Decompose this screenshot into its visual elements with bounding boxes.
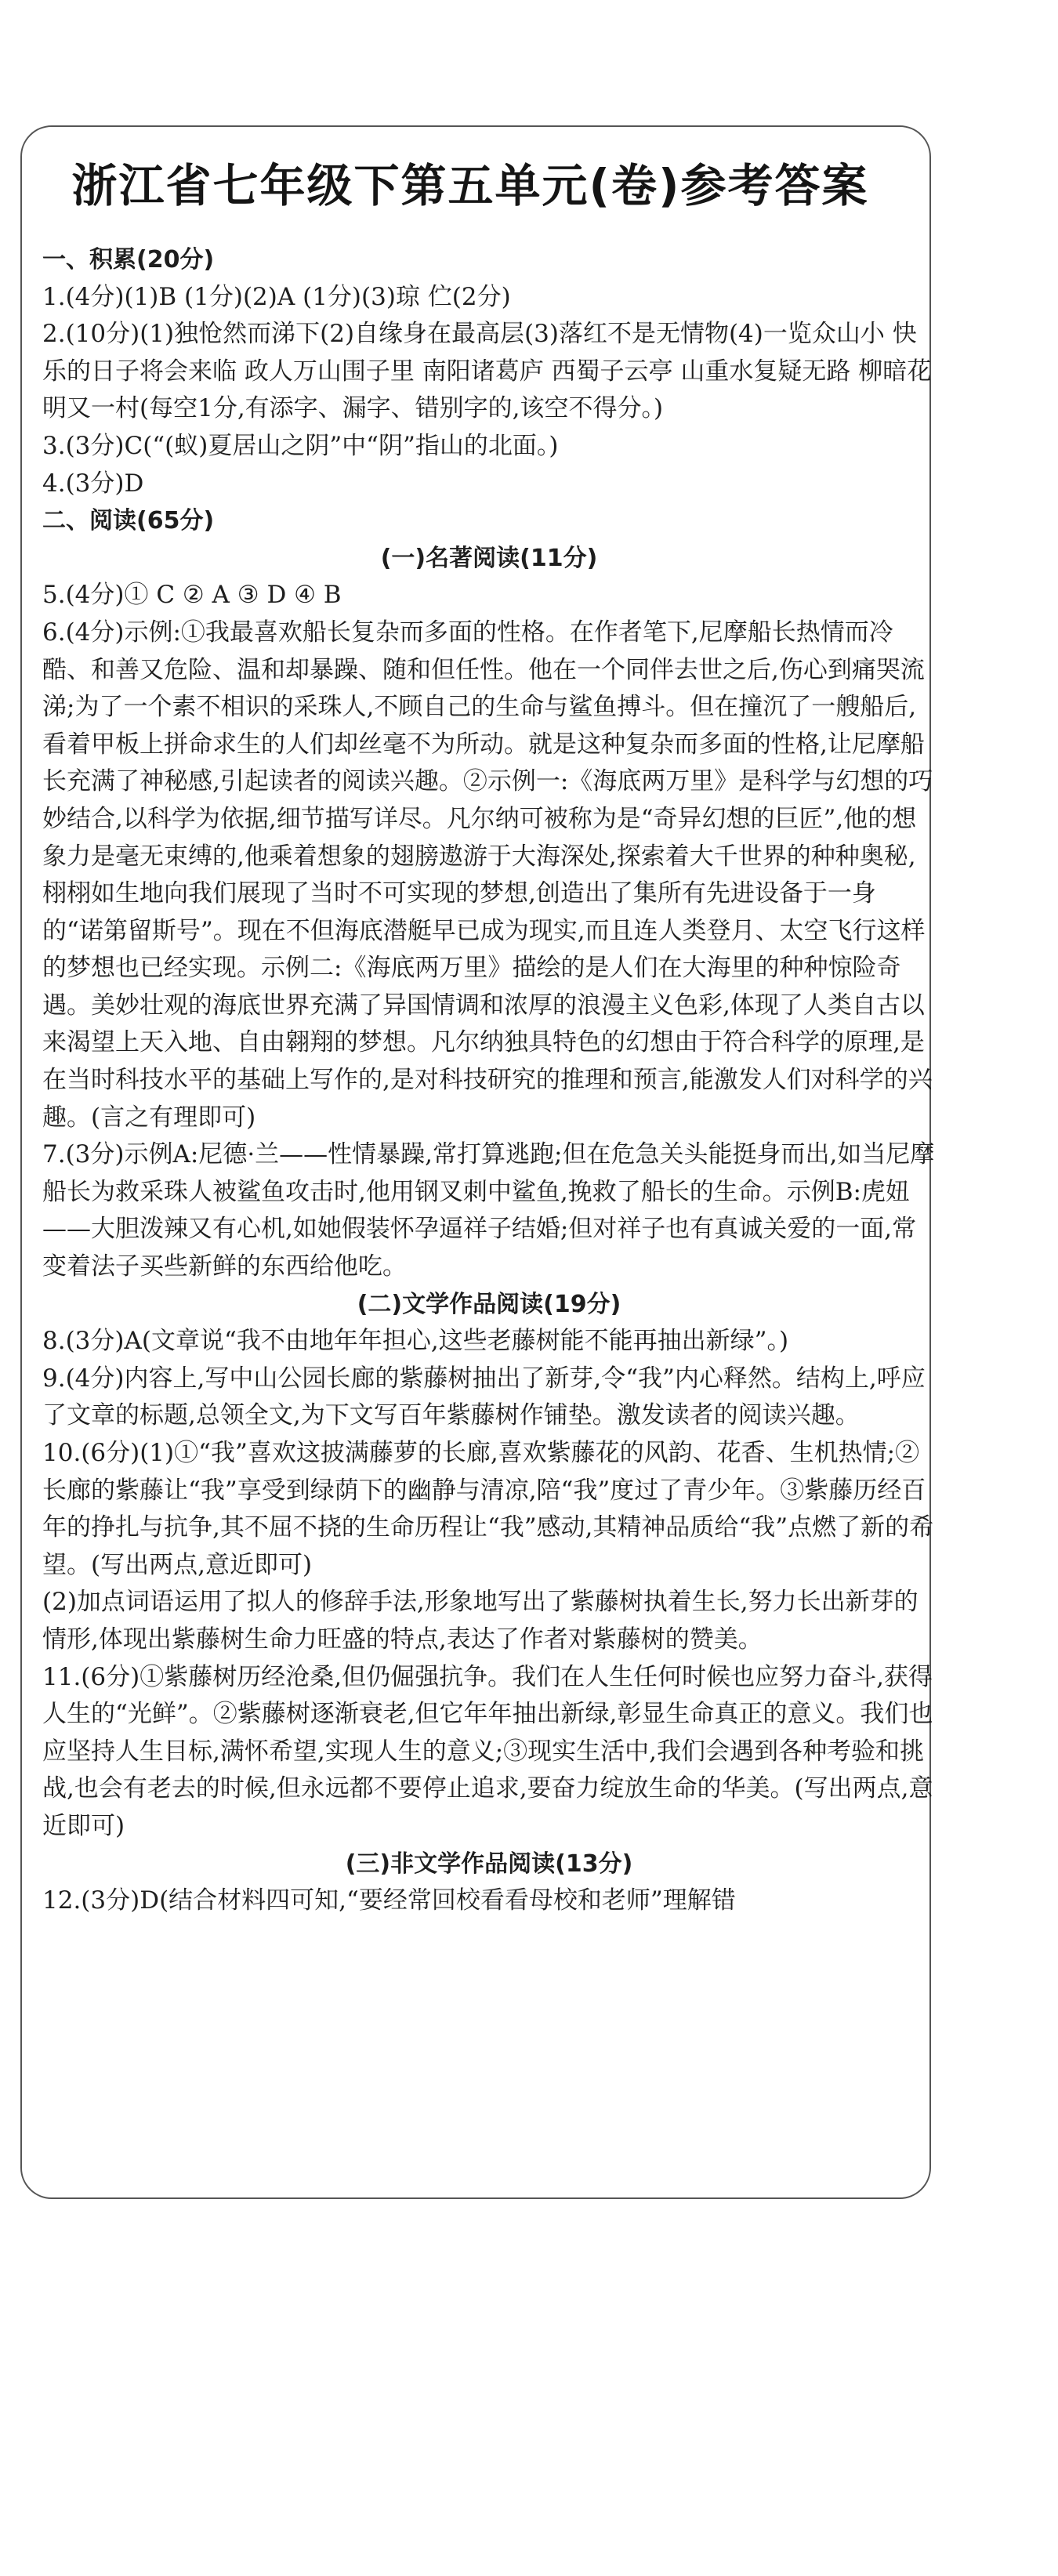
subsection-heading-classics: (一)名著阅读(11分): [380, 544, 598, 572]
answer-q10-part2: (2)加点词语运用了拟人的修辞手法,形象地写出了紫藤树执着生长,努力长出新芽的情形,体现出紫藤树生命力旺盛的特点,表达了作者对紫藤树的赞美。: [42, 1588, 919, 1654]
section-heading-reading: 二、阅读(65分): [42, 507, 215, 535]
answer-content: [42, 241, 936, 1920]
subsection-heading-nonliterary: (三)非文学作品阅读(13分): [345, 1850, 633, 1878]
answer-q2: 2.(10分)(1)独怆然而涕下(2)自缘身在最高层(3)落红不是无情物(4)一览众山小 快乐的日子将会来临 政人万山围子里 南阳诸葛庐 西蜀子云亭 山重水复疑无路 柳暗花明又一村(每空1分,有添字、漏字、错别字的,该空不得分。): [42, 320, 932, 423]
answer-q7: 7.(3分)示例A:尼德·兰——性情暴躁,常打算逃跑;但在危急关头能挺身而出,如当尼摩船长为救采珠人被鲨鱼攻击时,他用钢叉刺中鲨鱼,挽救了船长的生命。示例B:虎妞——大胆泼辣又有心机,如她假装怀孕逼祥子结婚;但对祥子也有真诚关爱的一面,常变着法子买些新鲜的东西给他吃。: [42, 1140, 935, 1281]
page-title: 浙江省七年级下第五单元(卷)参考答案: [71, 159, 869, 212]
answer-q9: 9.(4分)内容上,写中山公园长廊的紫藤树抽出了新芽,令“我”内心释然。结构上,呼应了文章的标题,总领全文,为下文写百年紫藤树作铺垫。激发读者的阅读兴趣。: [42, 1364, 926, 1430]
answer-q5: 5.(4分)① C ② A ③ D ④ B: [42, 581, 342, 610]
answer-q3: 3.(3分)C(“(蚁)夏居山之阴”中“阴”指山的北面。): [42, 431, 559, 460]
answer-q4: 4.(3分)D: [42, 469, 144, 498]
answer-q6: 6.(4分)示例:①我最喜欢船长复杂而多面的性格。在作者笔下,尼摩船长热情而冷酷、和善又危险、温和却暴躁、随和但任性。他在一个同伴去世之后,伤心到痛哭流涕;为了一个素不相识的采珠人,不顾自己的生命与鲨鱼搏斗。但在撞沉了一艘船后,看着甲板上拼命求生的人们却丝毫不为所动。就是这种复杂而多面的性格,让尼摩船长充满了神秘感,引起读者的阅读兴趣。②示例一:《海底两万里》是科学与幻想的巧妙结合,以科学为依据,细节描写详尽。凡尔纳可被称为是“奇异幻想的巨匠”,他的想象力是毫无束缚的,他乘着想象的翅膀遨游于大海深处,探索着大千世界的种种奥秘,栩栩如生地向我们展现了当时不可实现的梦想,创造出了集所有先进设备于一身的“诺第留斯号”。现在不但海底潜艇早已成为现实,而且连人类登月、太空飞行这样的梦想也已经实现。示例二:《海底两万里》描绘的是人们在大海里的种种惊险奇遇。美妙壮观的海底世界充满了异国情调和浓厚的浪漫主义色彩,体现了人类自古以来渴望上天入地、自由翱翔的梦想。凡尔纳独具特色的幻想由于符合科学的原理,是在当时科技水平的基础上写作的,是对科技研究的推理和预言,能激发人们对科学的兴趣。(言之有理即可): [42, 618, 933, 1132]
answer-q8: 8.(3分)A(文章说“我不由地年年担心,这些老藤树能不能再抽出新绿”。): [42, 1327, 789, 1356]
section-heading-accumulation: 一、积累(20分): [42, 246, 215, 274]
answer-q10-part1: 10.(6分)(1)①“我”喜欢这披满藤萝的长廊,喜欢紫藤花的风韵、花香、生机热情;②长廊的紫藤让“我”享受到绿荫下的幽静与清凉,陪“我”度过了青少年。③紫藤历经百年的挣扎与抗争,其不屈不挠的生命历程让“我”感动,其精神品质给“我”点燃了新的希望。(写出两点,意近即可): [42, 1439, 934, 1579]
answer-q1: 1.(4分)(1)B (1分)(2)A (1分)(3)琼 伫(2分): [42, 282, 511, 311]
subsection-heading-literary: (二)文学作品阅读(19分): [357, 1290, 621, 1318]
answer-q12: 12.(3分)D(结合材料四可知,“要经常回校看看母校和老师”理解错: [42, 1886, 736, 1915]
answer-q11: 11.(6分)①紫藤树历经沧桑,但仍倔强抗争。我们在人生任何时候也应努力奋斗,获得人生的“光鲜”。②紫藤树逐渐衰老,但它年年抽出新绿,彰显生命真正的意义。我们也应坚持人生目标,满怀希望,实现人生的意义;③现实生活中,我们会遇到各种考验和挑战,也会有老去的时候,但永远都不要停止追求,要奋力绽放生命的华美。(写出两点,意近即可): [42, 1662, 933, 1840]
